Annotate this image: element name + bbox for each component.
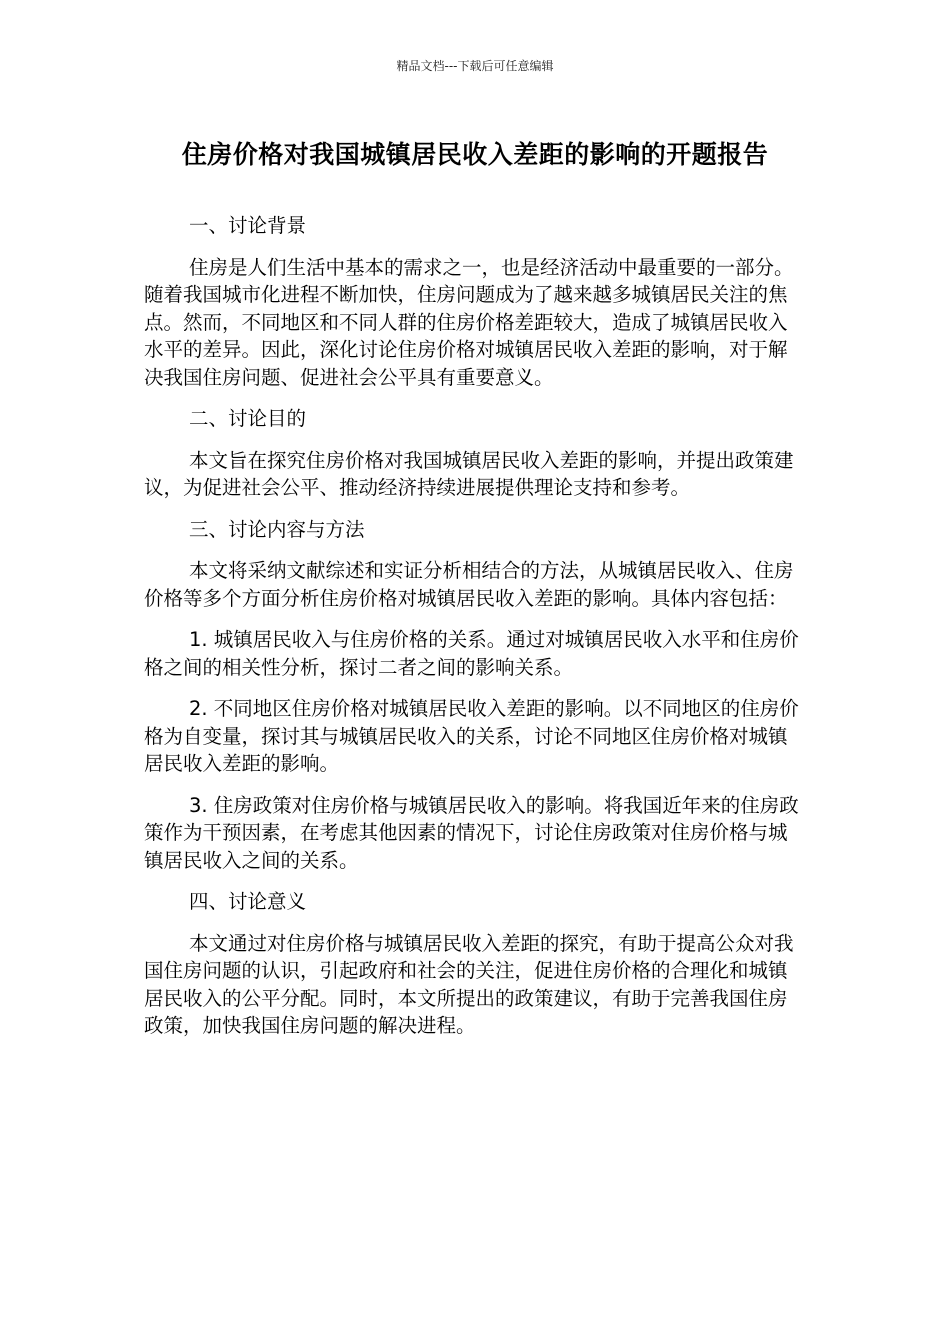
list-item: 1. 城镇居民收入与住房价格的关系。通过对城镇居民收入水平和住房价格之间的相关性分析，探讨二者之间的影响关系。 — [144, 628, 799, 679]
paragraph: 本文将采纳文献综述和实证分析相结合的方法，从城镇居民收入、住房价格等多个方面分析住房价格对城镇居民收入差距的影响。具体内容包括： — [144, 559, 794, 610]
document-body — [144, 212, 806, 1054]
paragraph: 本文通过对住房价格与城镇居民收入差距的探究，有助于提高公众对我国住房问题的认识，引起政府和社会的关注，促进住房价格的合理化和城镇居民收入的公平分配。同时，本文所提出的政策建议，有助于完善我国住房政策，加快我国住房问题的解决进程。 — [144, 931, 794, 1037]
header-watermark: 精品文档---下载后可任意编辑 — [396, 59, 554, 73]
paragraph: 住房是人们生活中基本的需求之一，也是经济活动中最重要的一部分。随着我国城市化进程不断加快，住房问题成为了越来越多城镇居民关注的焦点。然而，不同地区和不同人群的住房价格差距较大，造成了城镇居民收入水平的差异。因此，深化讨论住房价格对城镇居民收入差距的影响，对于解决我国住房问题、促进社会公平具有重要意义。 — [144, 255, 794, 389]
section-background — [144, 212, 806, 391]
list-item: 3. 住房政策对住房价格与城镇居民收入的影响。将我国近年来的住房政策作为干预因素，在考虑其他因素的情况下，讨论住房政策对住房价格与城镇居民收入之间的关系。 — [144, 793, 799, 872]
section-significance — [144, 888, 806, 1040]
section-heading: 三、讨论内容与方法 — [189, 517, 365, 541]
section-purpose — [144, 405, 806, 502]
section-heading: 二、讨论目的 — [189, 407, 307, 430]
list-item: 2. 不同地区住房价格对城镇居民收入差距的影响。以不同地区的住房价格为自变量，探讨其与城镇居民收入的关系，讨论不同地区住房价格对城镇居民收入差距的影响。 — [144, 697, 799, 775]
section-heading: 一、讨论背景 — [189, 214, 307, 237]
paragraph: 本文旨在探究住房价格对我国城镇居民收入差距的影响，并提出政策建议，为促进社会公平、推动经济持续进展提供理论支持和参考。 — [144, 448, 794, 499]
section-content-method — [144, 516, 806, 875]
section-heading: 四、讨论意义 — [189, 890, 307, 913]
document-title: 住房价格对我国城镇居民收入差距的影响的开题报告 — [181, 140, 769, 169]
